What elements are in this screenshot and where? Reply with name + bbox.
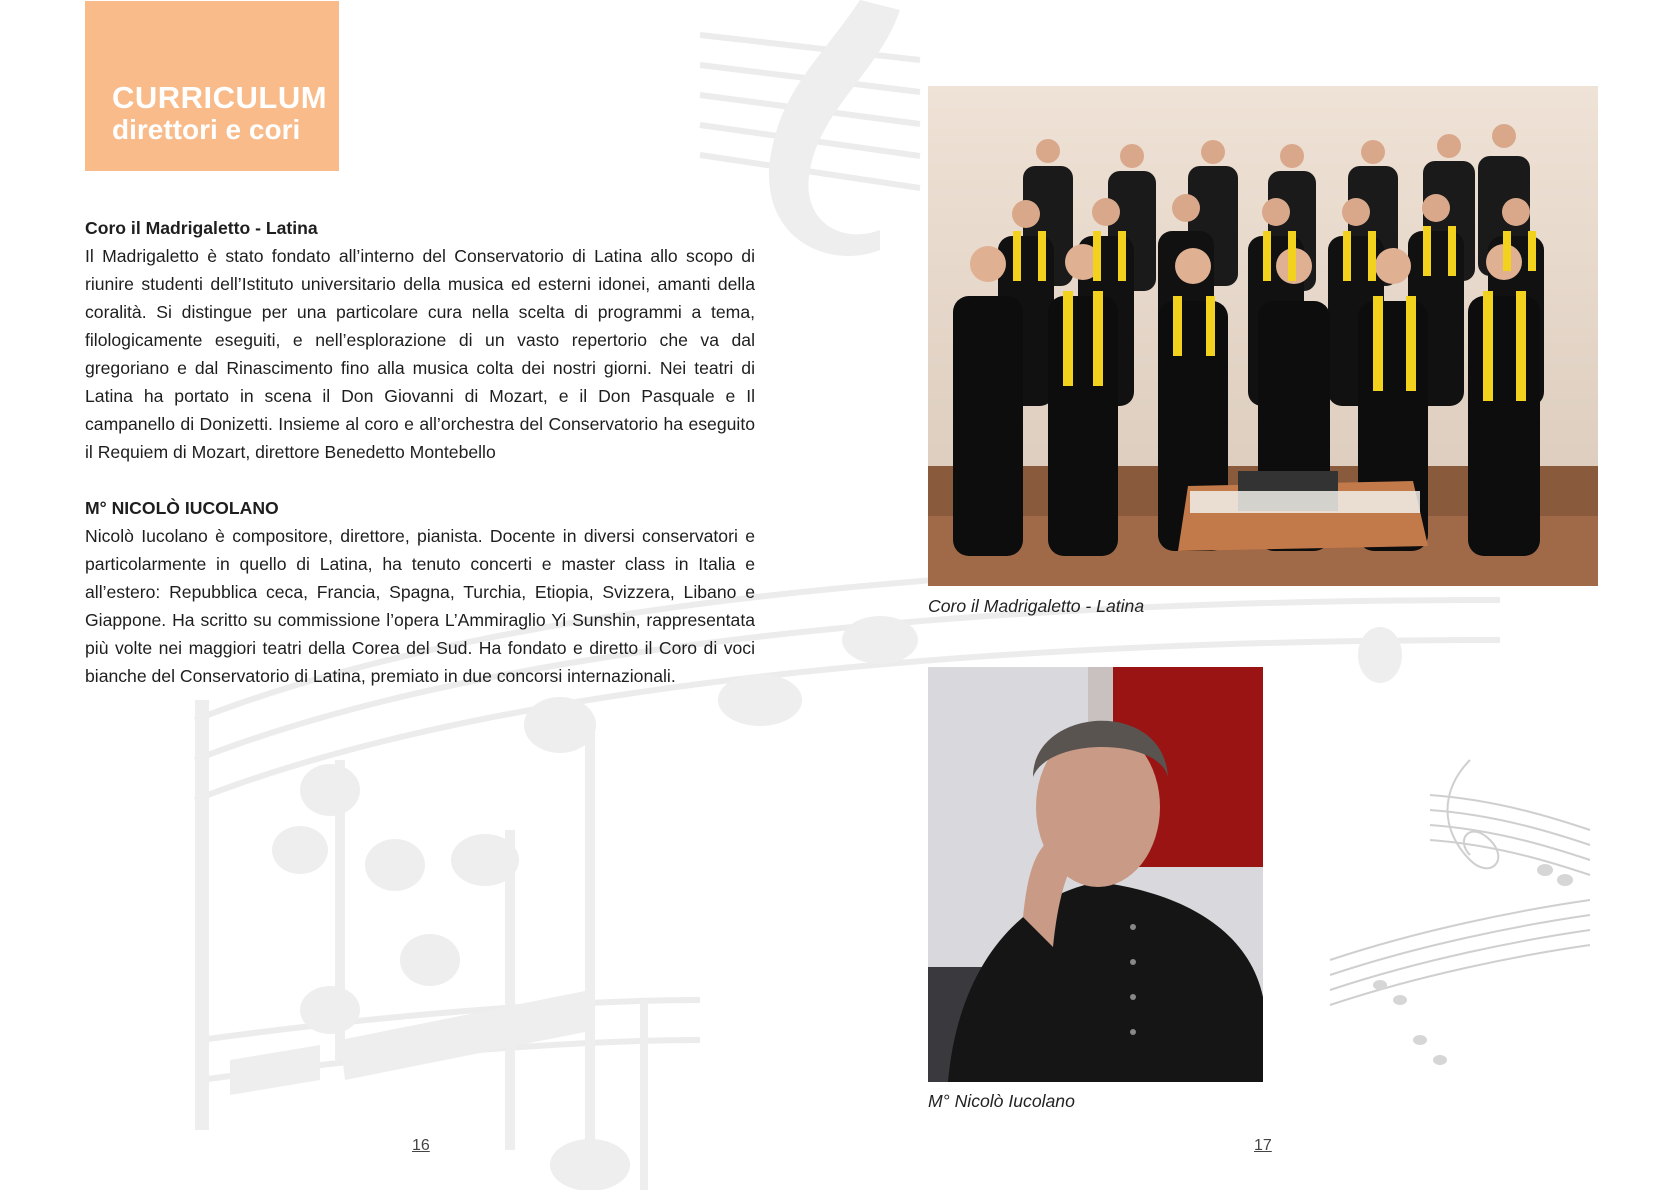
section-title-choir: Coro il Madrigaletto - Latina: [85, 218, 318, 238]
director-photo: [928, 667, 1263, 1082]
curriculum-header: [85, 1, 339, 171]
choir-photo-caption: Coro il Madrigaletto - Latina: [928, 596, 1145, 616]
text-column: [85, 214, 755, 718]
section-body-choir: Il Madrigaletto è stato fondato all’interno del Conservatorio di Latina allo scopo di riunire studenti dell’Istituto universitario della musica ed esterni idonei, amanti della coralità. Si distingue per una particolare cura nella scelta di programmi a tema, filologicamente eseguiti, e nell’esplorazione di un vasto repertorio che va dal gregoriano e dal Rinascimento fino alla musica colta dei nostri giorni. Nei teatri di Latina ha portato in scena il Don Giovanni di Mozart, e il Don Pasquale e Il campanello di Donizetti. Insieme al coro e all’orchestra del Conservatorio ha eseguito il Requiem di Mozart, direttore Benedetto Montebello: [85, 246, 755, 462]
header-subtitle: direttori e cori: [112, 114, 301, 145]
director-photo-caption: M° Nicolò Iucolano: [928, 1091, 1075, 1111]
section-title-director: M° NICOLÒ IUCOLANO: [85, 498, 279, 518]
page-number-left: 16: [412, 1137, 430, 1154]
section-body-director: Nicolò Iucolano è compositore, direttore, pianista. Docente in diversi conservatori e particolarmente in quello di Latina, ha tenuto concerti e master class in Italia e all’estero: Repubblica ceca, Francia, Spagna, Turchia, Etiopia, Svizzera, Libano e Giappone. Ha scritto su commissione l’opera L’Ammiraglio Yi Sunshin, rappresentata più volte nei maggiori teatri della Corea del Sud. Ha fondato e diretto il Coro di voci bianche del Conservatorio di Latina, premiato in due concorsi internazionali.: [85, 526, 755, 686]
header-title: CURRICULUM: [112, 80, 328, 115]
page-number-right: 17: [1254, 1137, 1272, 1154]
choir-photo: [928, 86, 1598, 586]
